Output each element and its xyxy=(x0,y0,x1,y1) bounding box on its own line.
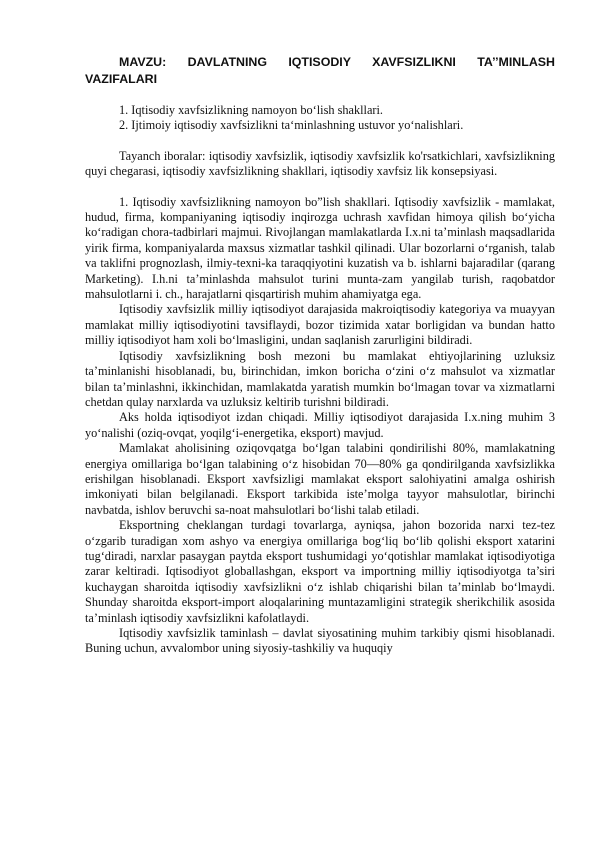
body-paragraph: 1. Iqtisodiy xavfsizlikning namoyon bo”lish shakllari. Iqtisodiy xavfsizlik - mamlakat, hudud, firma, kompaniyaning iqtisodiy inqirozga uchrash xavfidan himoya qilish bo‘yicha ko‘radigan chora-tadbirlari majmui. Rivojlangan mamlakatlarda I.x.ni ta’minlash maqsadlarida yirik firma, kompaniyalarda maxsus xizmatlar tashkil qilinadi. Ular bozorlarni o‘rganish, talab va taklifni prognozlash, ilmiy-texni-ka taraqqiyotini kuzatish va b. ishlarni bajaradilar (qarang Marketing). I.h.ni ta’minlashda mahsulot turini munta-zam yangilab turish, raqobatdor mahsulotlarni i. ch., harajatlarni qisqartirish muhim ahamiyatga ega. xyxy=(85,194,555,302)
document-page xyxy=(85,54,555,657)
body-paragraph: Iqtisodiy xavfsizlik taminlash – davlat siyosatining muhim tarkibiy qismi hisoblanadi. Buning uchun, avvalombor uning siyosiy-tashkiliy va huquqiy xyxy=(85,626,555,656)
body-paragraph: Iqtisodiy xavfsizlikning bosh mezoni bu mamlakat ehtiyojlarining uzluksiz ta’minlanishi hisoblanadi, bu, birinchidan, imkon boricha o‘zini o‘z mahsulot va xizmatlar bilan ta’minlashni, ikkinchidan, mamlakatda yaratish mumkin bo‘lmagan tovar va xizmatlarni chetdan qulay narxlarda va uzluksiz keltirib turishni bildiradi. xyxy=(85,348,555,409)
topic-plan xyxy=(85,103,555,134)
keywords-paragraph: Tayanch iboralar: iqtisodiy xavfsizlik, iqtisodiy xavfsizlik ko'rsatkichlari, xavfsizlikning quyi chegarasi, iqtisodiy xavfsizlikning shakllari, iqtisodiy xavfsiz lik konsepsiyasi. xyxy=(85,148,555,179)
plan-item: 2. Ijtimoiy iqtisodiy xavfsizlikni ta‘minlashning ustuvor yo‘nalishlari. xyxy=(119,118,464,133)
document-title: MAVZU: DAVLATNING IQTISODIY XAVFSIZLIKNI TA’’MINLASH VAZIFALARI xyxy=(85,55,555,86)
plan-item: 1. Iqtisodiy xavfsizlikning namoyon bo‘lish shakllari. xyxy=(119,103,384,117)
body-paragraph: Mamlakat aholisining oziqovqatga bo‘lgan talabini qondirilishi 80%, mamlakatning energiya omillariga bo‘lgan talabining o‘z hisobidan 70—80% ga qondirilganda xavfsizlikka erishilgan hisoblanadi. Eksport xavfsizligi mamlakat eksport salohiyatini amalga oshirish imkoniyati bilan belgilanadi. Eksport tarkibida iste’molga tayyor mahsulotlar, birinchi navbatda, ishlov beruvchi sa-noat mahsulotlari bo‘lishi talab etiladi. xyxy=(85,441,555,517)
body-paragraph: Iqtisodiy xavfsizlik milliy iqtisodiyot darajasida makroiqtisodiy kategoriya va muayyan mamlakat milliy iqtisodiyotini tavsiflaydi, bozor tizimida xatar borligidan va bundan hatto milliy iqtisodiyot ham xoli bo‘lmasligini, undan saqlanish zarurligini bildiradi. xyxy=(85,302,555,348)
body-paragraph: Aks holda iqtisodiyot izdan chiqadi. Milliy iqtisodiyot darajasida I.x.ning muhim 3 yo‘nalishi (oziq-ovqat, yoqilg‘i-energetika, eksport) mavjud. xyxy=(85,410,555,440)
body-paragraph: Eksportning cheklangan turdagi tovarlarga, ayniqsa, jahon bozorida narxi tez-tez o‘zgarib turadigan xom ashyo va energiya omillariga bog‘liq bo‘lib qolishi eksport xatarini tug‘diradi, narxlar pasaygan paytda eksport tushumidagi yo‘qotishlar mamlakat iqtisodiyotiga zarar keltiradi. Iqtisodiyot globallashgan, eksport va importning milliy iqtisodiyotga ta’siri kuchaygan sharoitda iqtisodiy xavfsizlikni o‘z ishlab chiqarishi bilan ta’minlab bo‘lmaydi. Shunday sharoitda eksport-import aloqalarining muntazamligini strategik sherikchilik asosida ta’minlash iqtisodiy xavfsizlikni kafolatlaydi. xyxy=(85,518,555,625)
